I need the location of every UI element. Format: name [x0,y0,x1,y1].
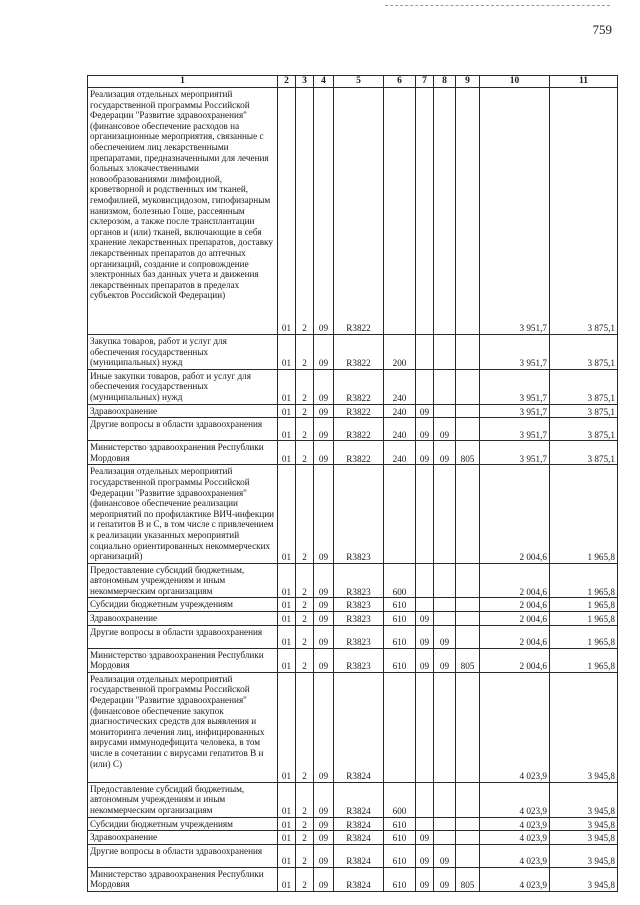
table-row [88,648,618,672]
code-cell [456,831,480,845]
amount-cell: 2 004,6 [480,465,550,563]
code-cell: 01 [278,817,296,831]
code-cell: 2 [296,672,314,782]
amount-cell: 1 965,8 [550,625,618,648]
code-cell: 01 [278,598,296,612]
row-description: Министерство здравоохранения Республики Мордовия [88,441,278,465]
code-cell [434,335,456,370]
code-cell [456,625,480,648]
code-cell: 2 [296,598,314,612]
code-cell: 2 [296,441,314,465]
row-description: Здравоохранение [88,831,278,845]
table-row [88,672,618,782]
code-cell: 2 [296,844,314,867]
code-cell: R3822 [334,335,384,370]
amount-cell: 2 004,6 [480,563,550,598]
code-cell [434,598,456,612]
row-description: Субсидии бюджетным учреждениям [88,598,278,612]
amount-cell: 3 951,7 [480,418,550,441]
code-cell [416,563,434,598]
code-cell [456,782,480,817]
code-cell [456,612,480,626]
code-cell [416,817,434,831]
code-cell: 09 [314,782,334,817]
code-cell [456,404,480,418]
code-cell [416,88,434,335]
code-cell: 240 [384,441,416,465]
code-cell [384,672,416,782]
amount-cell: 3 945,8 [550,672,618,782]
code-cell: R3823 [334,465,384,563]
code-cell [416,672,434,782]
code-cell [434,465,456,563]
code-cell: 610 [384,817,416,831]
code-cell: 2 [296,369,314,404]
table-row [88,782,618,817]
code-cell: 01 [278,369,296,404]
amount-cell: 3 951,7 [480,335,550,370]
row-description: Министерство здравоохранения Республики Мордовия [88,648,278,672]
code-cell: 09 [434,625,456,648]
code-cell: 2 [296,648,314,672]
code-cell [456,672,480,782]
code-cell: 2 [296,625,314,648]
code-cell: 09 [314,88,334,335]
code-cell: 09 [434,867,456,891]
column-header: 7 [416,76,434,88]
code-cell [434,404,456,418]
code-cell: 2 [296,867,314,891]
row-description: Другие вопросы в области здравоохранения [88,625,278,648]
code-cell: 09 [314,404,334,418]
code-cell: 09 [416,648,434,672]
code-cell [384,88,416,335]
code-cell [456,335,480,370]
code-cell: 2 [296,817,314,831]
code-cell: 09 [314,612,334,626]
code-cell: 240 [384,418,416,441]
code-cell: 09 [314,844,334,867]
code-cell: 610 [384,867,416,891]
code-cell: 09 [416,612,434,626]
code-cell: 600 [384,782,416,817]
row-description: Предоставление субсидий бюджетным, автономным учреждениям и иным некоммерческим организациям [88,563,278,598]
row-description: Реализация отдельных мероприятий государственной программы Российской Федерации "Развитие здравоохранения" (финансовое обеспечение закупок диагностических средств для выявления и мониторинга лечения лиц, инфицированных вирусами иммунодефицита человека, в том числе в сочетании с вирусами гепатитов В и (или) С) [88,672,278,782]
code-cell: R3823 [334,563,384,598]
code-cell [434,88,456,335]
amount-cell: 1 965,8 [550,648,618,672]
budget-table [87,75,618,892]
code-cell: 610 [384,612,416,626]
amount-cell: 3 875,1 [550,441,618,465]
code-cell: R3824 [334,782,384,817]
code-cell: 01 [278,844,296,867]
code-cell: 2 [296,782,314,817]
code-cell: 2 [296,831,314,845]
code-cell: 01 [278,625,296,648]
code-cell: 01 [278,88,296,335]
code-cell [416,598,434,612]
table-body [88,88,618,892]
row-description: Другие вопросы в области здравоохранения [88,418,278,441]
code-cell: 805 [456,441,480,465]
table-row [88,369,618,404]
amount-cell: 3 951,7 [480,88,550,335]
row-description: Другие вопросы в области здравоохранения [88,844,278,867]
code-cell: R3823 [334,612,384,626]
code-cell: R3823 [334,625,384,648]
amount-cell: 4 023,9 [480,831,550,845]
code-cell: 01 [278,418,296,441]
amount-cell: 4 023,9 [480,817,550,831]
code-cell [434,369,456,404]
row-description: Здравоохранение [88,612,278,626]
code-cell: 09 [314,625,334,648]
code-cell [456,369,480,404]
amount-cell: 3 875,1 [550,404,618,418]
table-row [88,831,618,845]
code-cell: R3822 [334,418,384,441]
code-cell: R3824 [334,817,384,831]
code-cell [456,465,480,563]
code-cell: 610 [384,625,416,648]
code-cell: 240 [384,404,416,418]
code-cell: 01 [278,335,296,370]
code-cell: 09 [314,441,334,465]
code-cell: 09 [314,418,334,441]
code-cell: 01 [278,404,296,418]
row-description: Субсидии бюджетным учреждениям [88,817,278,831]
row-description: Предоставление субсидий бюджетным, автономным учреждениям и иным некоммерческим организациям [88,782,278,817]
code-cell: 240 [384,369,416,404]
column-header: 10 [480,76,550,88]
amount-cell: 2 004,6 [480,648,550,672]
table-row [88,418,618,441]
code-cell [456,844,480,867]
code-cell: 09 [434,418,456,441]
code-cell: 2 [296,465,314,563]
amount-cell: 3 951,7 [480,404,550,418]
table-header-row [88,76,618,88]
code-cell: 2 [296,335,314,370]
code-cell: R3822 [334,404,384,418]
code-cell: R3822 [334,369,384,404]
code-cell [384,465,416,563]
code-cell: 600 [384,563,416,598]
amount-cell: 3 875,1 [550,88,618,335]
amount-cell: 1 965,8 [550,563,618,598]
table-row [88,844,618,867]
code-cell: 09 [314,563,334,598]
row-description: Закупка товаров, работ и услуг для обеспечения государственных (муниципальных) нужд [88,335,278,370]
code-cell: 2 [296,418,314,441]
code-cell [434,817,456,831]
code-cell: 09 [434,844,456,867]
amount-cell: 2 004,6 [480,598,550,612]
code-cell: 01 [278,612,296,626]
table-row [88,612,618,626]
amount-cell: 3 951,7 [480,369,550,404]
table-row [88,404,618,418]
code-cell [456,563,480,598]
column-header: 11 [550,76,618,88]
code-cell: 2 [296,563,314,598]
code-cell: 610 [384,831,416,845]
amount-cell: 3 875,1 [550,418,618,441]
code-cell: R3823 [334,598,384,612]
code-cell: 01 [278,831,296,845]
column-header: 4 [314,76,334,88]
code-cell: 09 [314,465,334,563]
code-cell: 610 [384,648,416,672]
code-cell: R3823 [334,648,384,672]
code-cell: R3822 [334,441,384,465]
table-row [88,817,618,831]
code-cell: 09 [416,867,434,891]
code-cell: 01 [278,867,296,891]
code-cell: R3824 [334,831,384,845]
code-cell [456,817,480,831]
code-cell: R3824 [334,867,384,891]
amount-cell: 4 023,9 [480,844,550,867]
amount-cell: 3 951,7 [480,441,550,465]
code-cell: 09 [416,441,434,465]
code-cell: 610 [384,844,416,867]
code-cell: 01 [278,648,296,672]
scan-artifact-line [385,5,610,6]
amount-cell: 3 945,8 [550,817,618,831]
amount-cell: 3 875,1 [550,335,618,370]
code-cell: 2 [296,404,314,418]
row-description: Реализация отдельных мероприятий государственной программы Российской Федерации "Развитие здравоохранения" (финансовое обеспечение реализации мероприятий по профилактике ВИЧ-инфекции и гепатитов В и С, в том числе с привлечением к реализации указанных мероприятий социально ориентированных некоммерческих организаций) [88,465,278,563]
code-cell [434,782,456,817]
code-cell [416,782,434,817]
column-header: 2 [278,76,296,88]
table-row [88,598,618,612]
code-cell [456,598,480,612]
table-row [88,88,618,335]
amount-cell: 2 004,6 [480,612,550,626]
code-cell: 805 [456,648,480,672]
code-cell: 01 [278,563,296,598]
code-cell: R3822 [334,88,384,335]
code-cell [416,369,434,404]
code-cell [456,418,480,441]
code-cell: 09 [314,648,334,672]
code-cell: 09 [434,648,456,672]
column-header: 6 [384,76,416,88]
amount-cell: 3 945,8 [550,831,618,845]
code-cell: R3824 [334,844,384,867]
amount-cell: 3 945,8 [550,844,618,867]
code-cell: 01 [278,465,296,563]
amount-cell: 2 004,6 [480,625,550,648]
table-row [88,465,618,563]
amount-cell: 1 965,8 [550,598,618,612]
code-cell: 610 [384,598,416,612]
code-cell: 09 [314,598,334,612]
code-cell: 200 [384,335,416,370]
code-cell: 09 [314,817,334,831]
code-cell: 09 [416,625,434,648]
amount-cell: 1 965,8 [550,612,618,626]
table-row [88,867,618,891]
code-cell: 805 [456,867,480,891]
code-cell [434,672,456,782]
code-cell: 09 [314,369,334,404]
code-cell: 09 [434,441,456,465]
code-cell [416,465,434,563]
column-header: 9 [456,76,480,88]
column-header: 5 [334,76,384,88]
row-description: Министерство здравоохранения Республики Мордовия [88,867,278,891]
table-row [88,335,618,370]
code-cell: R3824 [334,672,384,782]
amount-cell: 4 023,9 [480,782,550,817]
code-cell [416,335,434,370]
code-cell: 01 [278,672,296,782]
code-cell: 09 [314,672,334,782]
row-description: Здравоохранение [88,404,278,418]
row-description: Иные закупки товаров, работ и услуг для обеспечения государственных (муниципальных) нужд [88,369,278,404]
table-row [88,625,618,648]
page-number: 759 [592,22,612,37]
amount-cell: 4 023,9 [480,672,550,782]
code-cell: 01 [278,782,296,817]
code-cell: 2 [296,88,314,335]
code-cell [434,831,456,845]
amount-cell: 3 945,8 [550,782,618,817]
code-cell [456,88,480,335]
code-cell: 09 [416,418,434,441]
code-cell: 2 [296,612,314,626]
table-row [88,441,618,465]
code-cell [434,563,456,598]
row-description: Реализация отдельных мероприятий государственной программы Российской Федерации "Развитие здравоохранения" (финансовое обеспечение расходов на организационные мероприятия, связанные с обеспечением лиц лекарственными препаратами, предназначенными для лечения больных злокачественными новообразованиями лимфоидной, кроветворной и родственных им тканей, гемофилией, муковисцидозом, гипофизарным нанизмом, болезнью Гоше, рассеянным склерозом, а также после трансплантации органов и (или) тканей, включающие в себя хранение лекарственных препаратов, доставку лекарственных препаратов до аптечных организаций, создание и сопровождение электронных баз данных учета и движения лекарственных препаратов в пределах субъектов Российской Федерации) [88,88,278,335]
amount-cell: 4 023,9 [480,867,550,891]
code-cell: 09 [416,831,434,845]
code-cell: 09 [314,831,334,845]
code-cell: 09 [314,867,334,891]
table-row [88,563,618,598]
column-header: 1 [88,76,278,88]
amount-cell: 3 875,1 [550,369,618,404]
column-header: 8 [434,76,456,88]
amount-cell: 1 965,8 [550,465,618,563]
code-cell: 09 [314,335,334,370]
code-cell: 09 [416,844,434,867]
amount-cell: 3 945,8 [550,867,618,891]
code-cell: 01 [278,441,296,465]
column-header: 3 [296,76,314,88]
code-cell [434,612,456,626]
code-cell: 09 [416,404,434,418]
